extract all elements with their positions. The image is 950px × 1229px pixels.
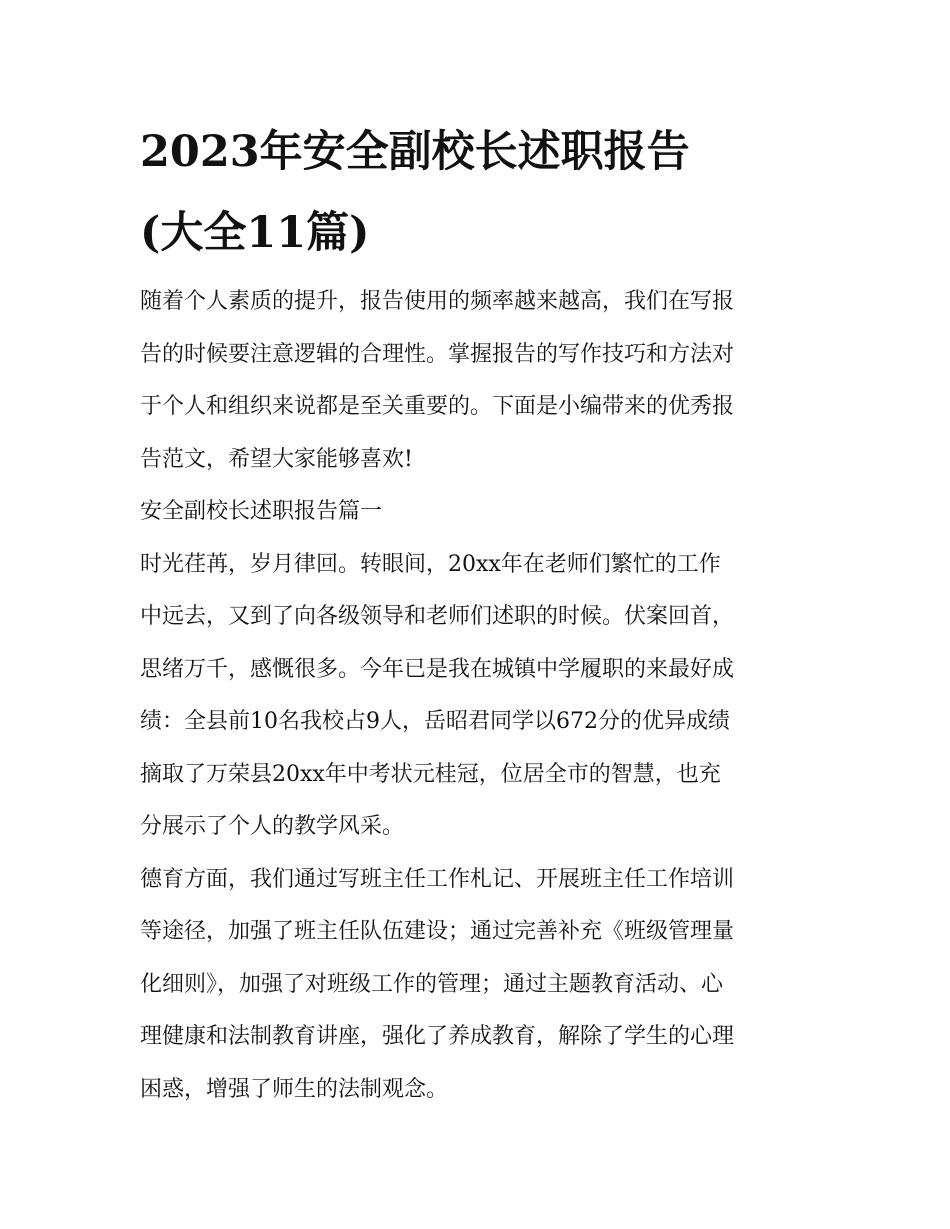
section-heading: 安全副校长述职报告篇一: [140, 499, 383, 524]
text-line: 化细则》，加强了对班级工作的管理；通过主题教育活动、心: [140, 971, 724, 997]
text-line: 困惑，增强了师生的法制观念。: [140, 1076, 449, 1102]
text-line: 随着个人素质的提升，报告使用的频率越来越高，我们在写报: [140, 289, 735, 314]
text-line: 中远去，又到了向各级领导和老师们述职的时候。伏案回首，: [140, 604, 735, 629]
text-line: 时光荏苒，岁月律回。转眼间，20xx年在老师们繁忙的工作: [140, 551, 721, 577]
text-line: 等途径，加强了班主任队伍建设；通过完善补充《班级管理量: [140, 919, 735, 944]
text-line: 理健康和法制教育讲座，强化了养成教育，解除了学生的心理: [140, 1024, 735, 1049]
intro-paragraph: [140, 276, 812, 486]
title-line: (大全11篇): [140, 208, 370, 258]
body-paragraph: [140, 854, 812, 1117]
text-line: 摘取了万荣县20xx年中考状元桂冠，位居全市的智慧，也充: [140, 761, 721, 787]
document-body: [140, 276, 812, 1116]
text-line: 思绪万千，感慨很多。今年已是我在城镇中学履职的来最好成: [140, 656, 735, 682]
text-line: 告范文，希望大家能够喜欢!: [140, 446, 413, 472]
text-line: 绩：全县前10名我校占9人，岳昭君同学以672分的优异成绩: [140, 709, 730, 734]
text-line: 分展示了个人的教学风采。: [140, 814, 405, 839]
body-paragraph: [140, 539, 812, 854]
document-title: [140, 112, 840, 274]
text-line: 于个人和组织来说都是至关重要的。下面是小编带来的优秀报: [140, 394, 735, 419]
text-line: 德育方面，我们通过写班主任工作札记、开展班主任工作培训: [140, 866, 735, 892]
text-line: 告的时候要注意逻辑的合理性。掌握报告的写作技巧和方法对: [140, 341, 735, 367]
title-line: 2023年安全副校长述职报告: [140, 127, 690, 177]
